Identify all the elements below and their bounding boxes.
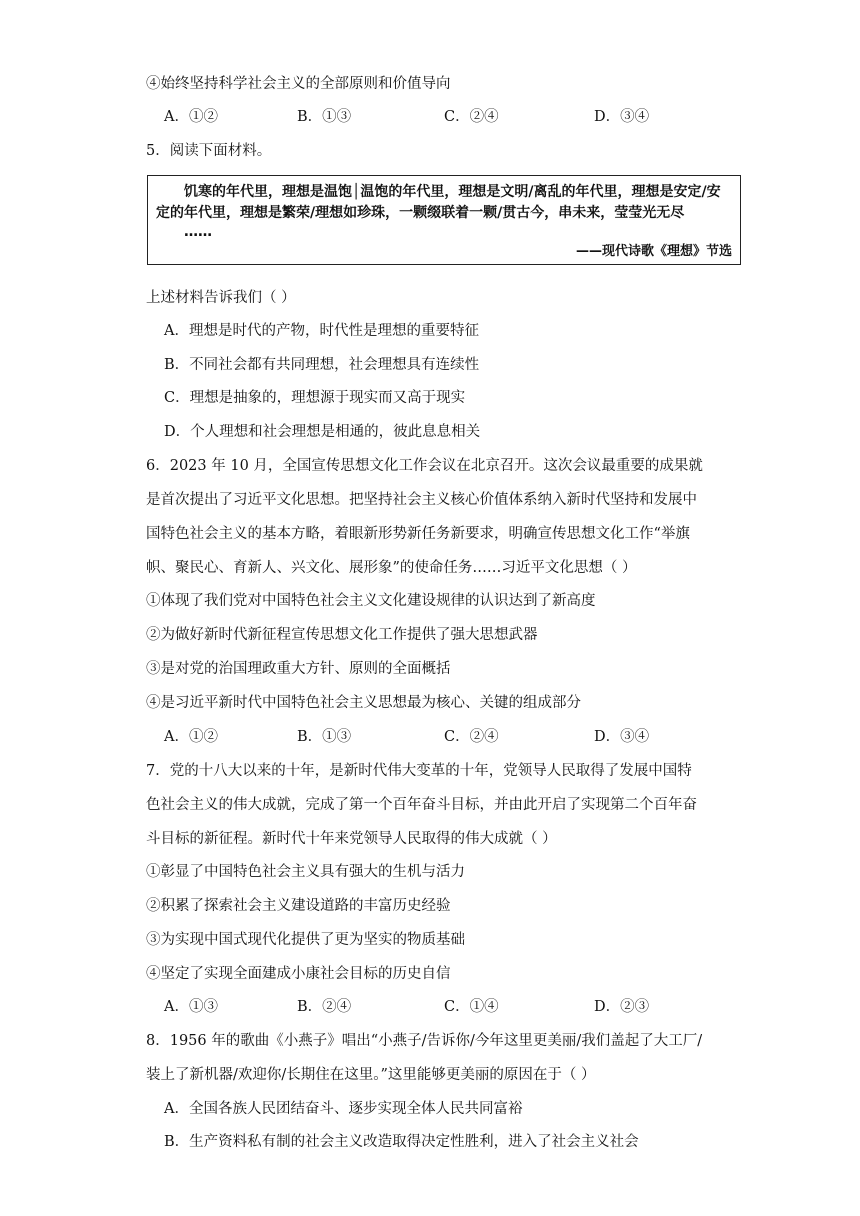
q8-stem-line-2: 装上了新机器/欢迎你/长期住在这里。”这里能够更美丽的原因在于（ ） bbox=[146, 1067, 596, 1083]
q7-option-b: B．②④ bbox=[297, 999, 352, 1015]
q5-option-d: D．个人理想和社会理想是相通的，彼此息息相关 bbox=[164, 424, 481, 440]
q7-item-4: ④坚定了实现全面建成小康社会目标的历史自信 bbox=[146, 966, 451, 982]
q7-item-1: ①彰显了中国特色社会主义具有强大的生机与活力 bbox=[146, 864, 465, 880]
q6-option-a: A．①② bbox=[164, 729, 218, 745]
q6-stem-line-1: 6．2023 年 10 月，全国宣传思想文化工作会议在北京召开。这次会议最重要的成果就 bbox=[146, 458, 703, 474]
q7-stem-line-2: 色社会主义的伟大成就，完成了第一个百年奋斗目标，并由此开启了实现第二个百年奋 bbox=[146, 797, 697, 813]
q8-option-a: A．全国各族人民团结奋斗、逐步实现全体人民共同富裕 bbox=[164, 1101, 523, 1117]
q6-stem-line-3: 国特色社会主义的基本方略，着眼新形势新任务新要求，明确宣传思想文化工作“举旗 bbox=[146, 526, 690, 542]
q4-option-a: A．①② bbox=[164, 109, 218, 125]
q7-option-c: C．①④ bbox=[444, 999, 499, 1015]
q4-option-c: C．②④ bbox=[444, 109, 499, 125]
q5-quote-line-1: 饥寒的年代里，理想是温饱│温饱的年代里，理想是文明/离乱的年代里，理想是安定/安 bbox=[184, 184, 721, 200]
q4-item-4: ④始终坚持科学社会主义的全部原则和价值导向 bbox=[146, 76, 451, 92]
q7-item-3: ③为实现中国式现代化提供了更为坚实的物质基础 bbox=[146, 932, 465, 948]
q5-stem: 5．阅读下面材料。 bbox=[146, 143, 272, 159]
q6-stem-line-2: 是首次提出了习近平文化思想。把坚持社会主义核心价值体系纳入新时代坚持和发展中 bbox=[146, 492, 697, 508]
q5-option-b: B．不同社会都有共同理想，社会理想具有连续性 bbox=[164, 357, 480, 373]
q5-option-a: A．理想是时代的产物，时代性是理想的重要特征 bbox=[164, 323, 479, 339]
q6-stem-line-4: 帜、聚民心、育新人、兴文化、展形象”的使命任务……习近平文化思想（ ） bbox=[146, 560, 637, 576]
q7-stem-line-1: 7．党的十八大以来的十年，是新时代伟大变革的十年，党领导人民取得了发展中国特 bbox=[146, 763, 692, 779]
q6-item-2: ②为做好新时代新征程宣传思想文化工作提供了强大思想武器 bbox=[146, 627, 538, 643]
q4-option-d: D．③④ bbox=[594, 109, 650, 125]
q5-option-c: C．理想是抽象的，理想源于现实而又高于现实 bbox=[164, 390, 466, 406]
q7-item-2: ②积累了探索社会主义建设道路的丰富历史经验 bbox=[146, 898, 451, 914]
q5-quote-box bbox=[147, 175, 741, 265]
q8-stem-line-1: 8．1956 年的歌曲《小燕子》唱出“小燕子/告诉你/今年这里更美丽/我们盖起了大工厂/ bbox=[146, 1033, 703, 1049]
q6-item-3: ③是对党的治国理政重大方针、原则的全面概括 bbox=[146, 661, 451, 677]
q5-quote-source: ——现代诗歌《理想》节选 bbox=[575, 244, 732, 259]
q7-option-d: D．②③ bbox=[594, 999, 650, 1015]
q7-stem-line-3: 斗目标的新征程。新时代十年来党领导人民取得的伟大成就（ ） bbox=[146, 831, 557, 847]
q6-option-d: D．③④ bbox=[594, 729, 650, 745]
q5-quote-line-3: …… bbox=[184, 224, 212, 240]
q7-option-a: A．①③ bbox=[164, 999, 218, 1015]
q8-option-b: B．生产资料私有制的社会主义改造取得决定性胜利，进入了社会主义社会 bbox=[164, 1134, 639, 1150]
q5-question: 上述材料告诉我们（ ） bbox=[146, 290, 296, 306]
q6-item-4: ④是习近平新时代中国特色社会主义思想最为核心、关键的组成部分 bbox=[146, 695, 581, 711]
q6-option-b: B．①③ bbox=[297, 729, 352, 745]
q6-option-c: C．②④ bbox=[444, 729, 499, 745]
q4-option-b: B．①③ bbox=[297, 109, 352, 125]
q5-quote-line-2: 定的年代里，理想是繁荣/理想如珍珠，一颗缀联着一颗/贯古今，串未来，莹莹光无尽 bbox=[156, 205, 685, 221]
q6-item-1: ①体现了我们党对中国特色社会主义文化建设规律的认识达到了新高度 bbox=[146, 593, 596, 609]
